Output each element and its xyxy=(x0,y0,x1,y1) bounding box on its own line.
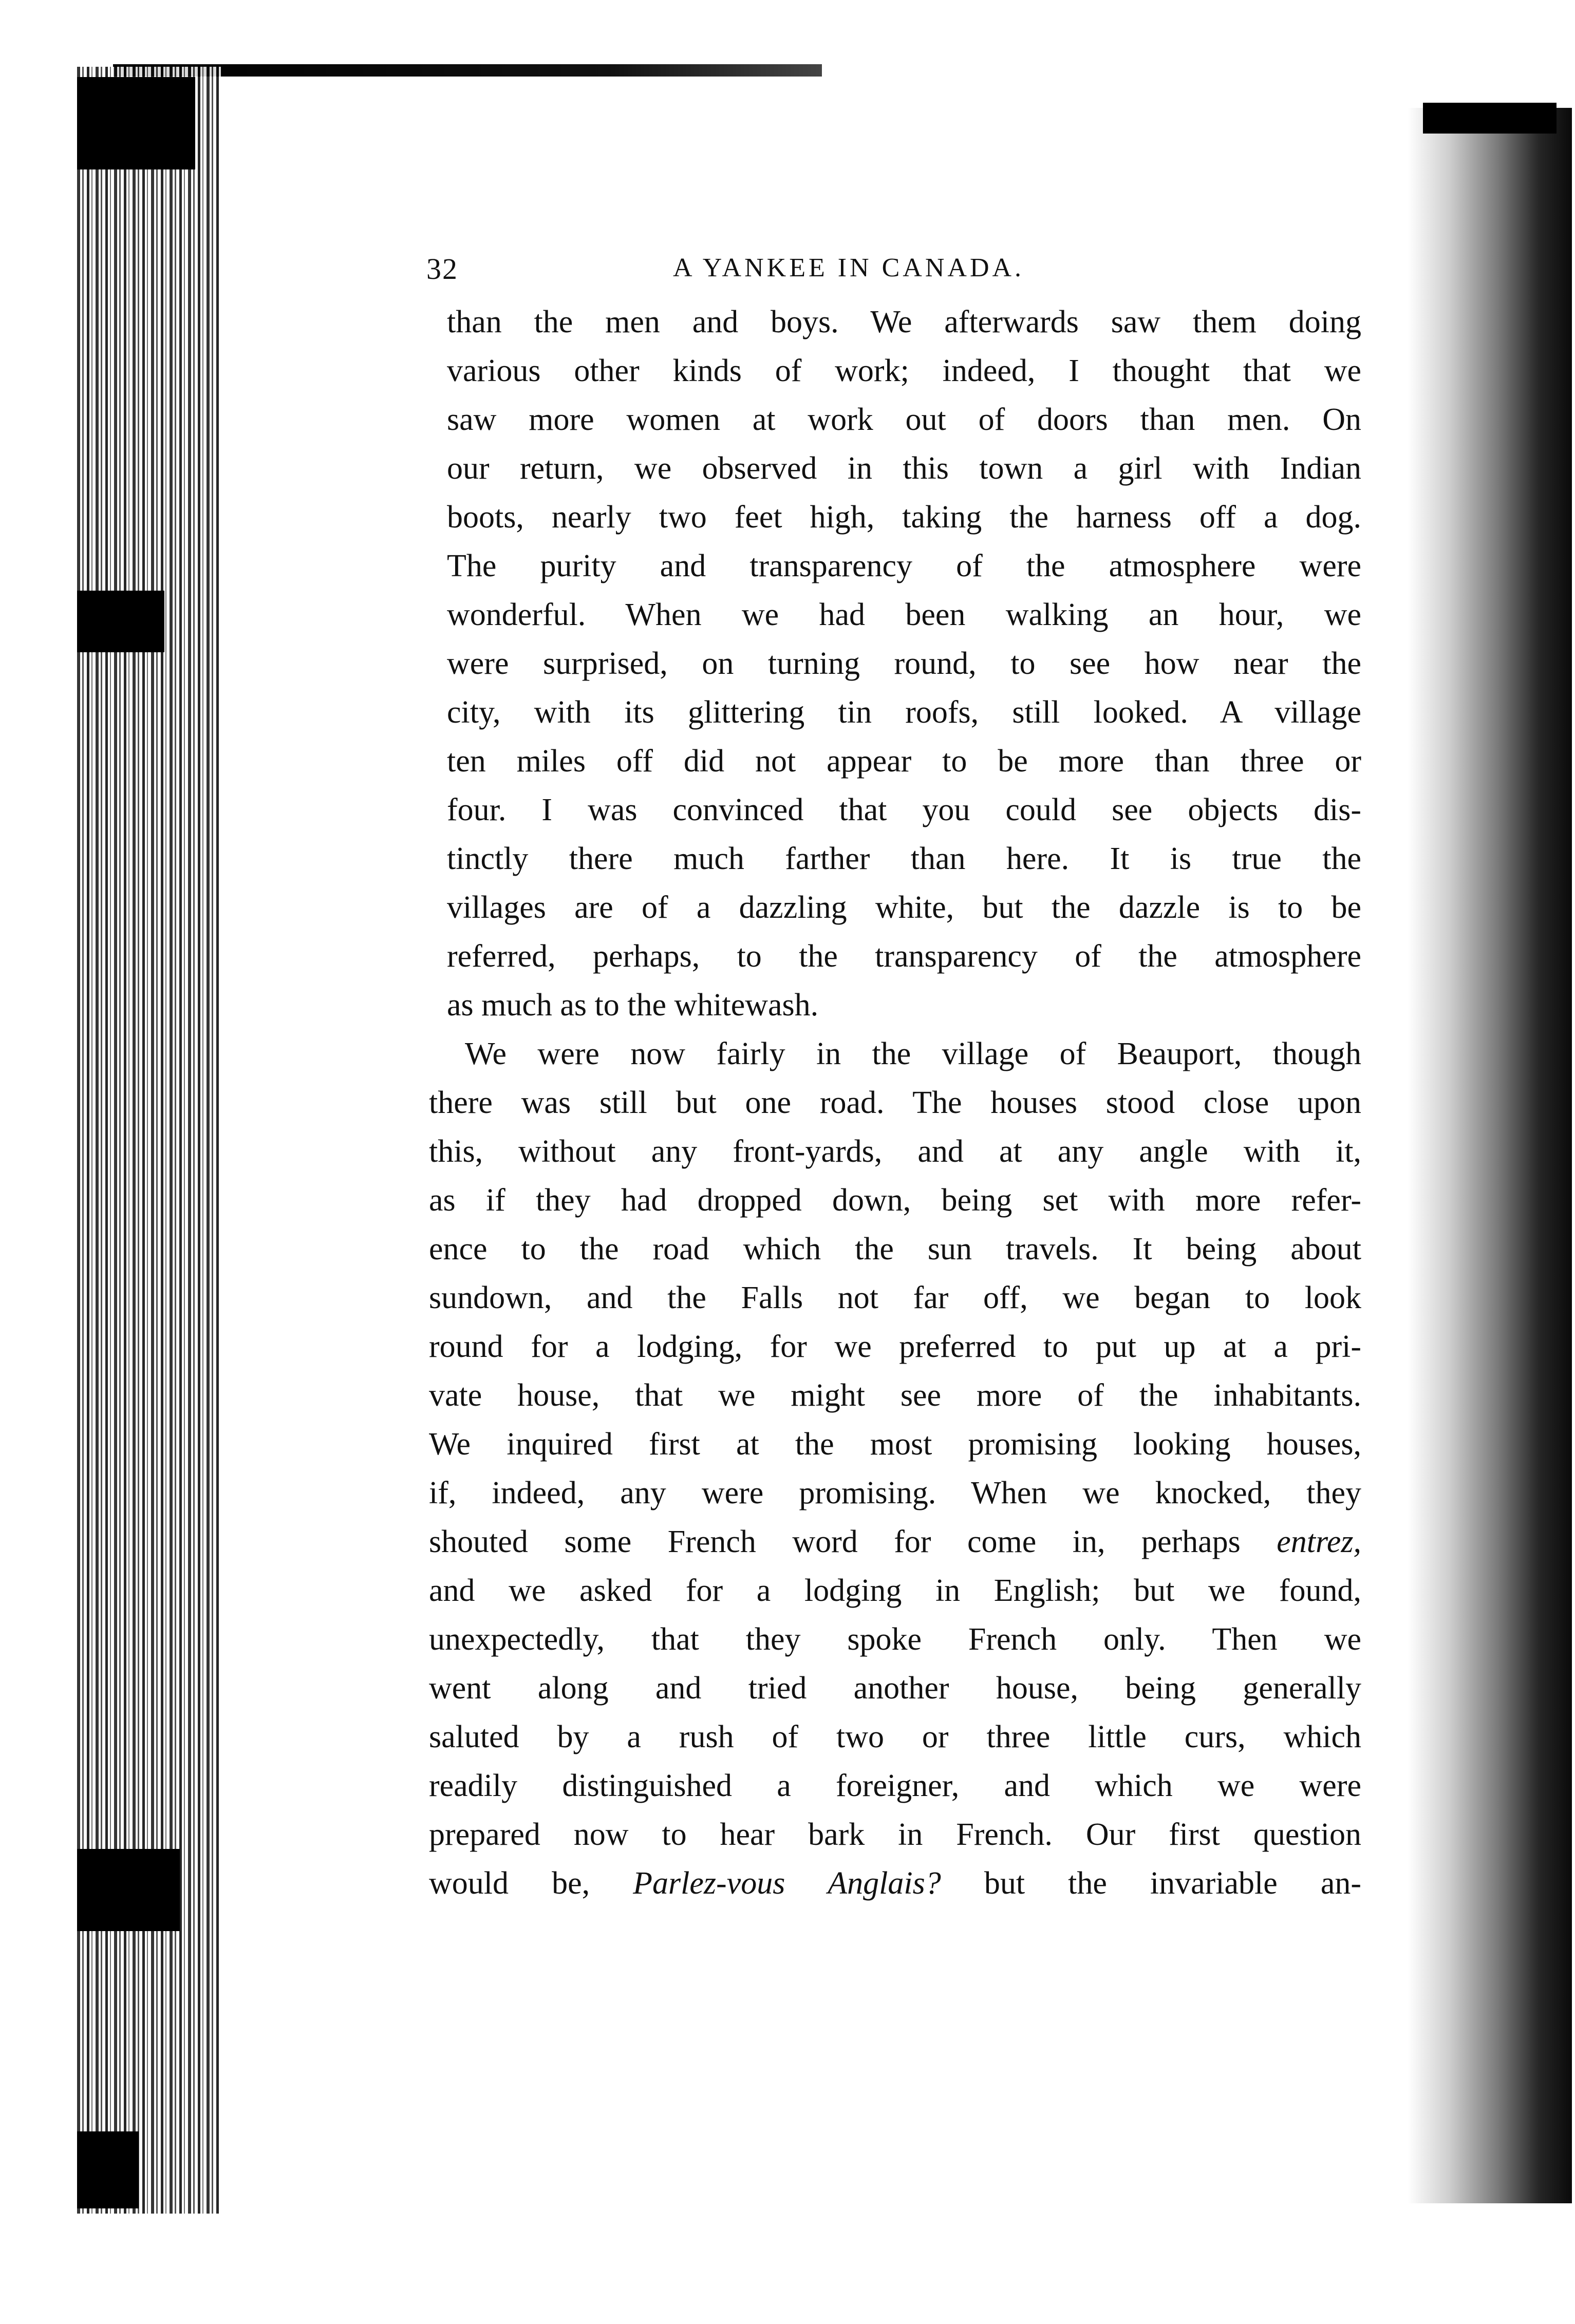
scan-edge-right-top xyxy=(1423,103,1557,134)
running-head xyxy=(421,241,1361,298)
text-line: The purity and transparency of the atmosphere were xyxy=(447,549,1361,583)
text-line: saw more women at work out of doors than men. On xyxy=(447,402,1361,437)
text-line: readily distinguished a foreigner, and which we were xyxy=(429,1768,1361,1803)
text-line: saluted by a rush of two or three little curs, which xyxy=(429,1720,1361,1754)
text-line: city, with its glittering tin roofs, still looked. A village xyxy=(447,695,1361,730)
text-line: as if they had dropped down, being set with more refer- xyxy=(429,1183,1361,1218)
paragraph-1 xyxy=(447,298,1361,1030)
book-page xyxy=(421,241,1361,1908)
scan-edge-right xyxy=(1408,108,1572,2203)
scan-edge-left-block xyxy=(77,1849,180,1931)
text-line: wonderful. When we had been walking an hour, we xyxy=(447,597,1361,632)
page-number: 32 xyxy=(426,252,458,286)
text-line: We inquired first at the most promising looking houses, xyxy=(429,1427,1361,1462)
text-line: vate house, that we might see more of the inhabitants. xyxy=(429,1378,1361,1413)
scan-edge-left-block xyxy=(77,77,195,169)
text-line: boots, nearly two feet high, taking the harness off a dog. xyxy=(447,500,1361,535)
text-line: prepared now to hear bark in French. Our first question xyxy=(429,1817,1361,1852)
text-line: went along and tried another house, being generally xyxy=(429,1671,1361,1706)
italic-phrase: Parlez-vous Anglais? xyxy=(633,1866,941,1901)
text-line: there was still but one road. The houses stood close upon xyxy=(429,1085,1361,1120)
text-line: were surprised, on turning round, to see how near the xyxy=(447,646,1361,681)
text-line: referred, perhaps, to the transparency of the atmosphere xyxy=(447,939,1361,974)
text-line: if, indeed, any were promising. When we knocked, they xyxy=(429,1476,1361,1510)
scan-edge-left-block xyxy=(77,591,164,652)
text-line: We were now fairly in the village of Beauport, though xyxy=(465,1036,1361,1071)
text-line: than the men and boys. We afterwards saw them doing xyxy=(447,305,1361,339)
text-line: sundown, and the Falls not far off, we began to look xyxy=(429,1280,1361,1315)
paragraph-2 xyxy=(429,1030,1361,1908)
text-line xyxy=(429,1518,1361,1566)
italic-word: entrez, xyxy=(1277,1524,1361,1559)
text-segment: but the invariable an- xyxy=(984,1866,1362,1901)
text-line xyxy=(429,1859,1361,1908)
text-line: tinctly there much farther than here. It is true the xyxy=(447,841,1361,876)
text-line: our return, we observed in this town a girl with Indian xyxy=(447,451,1361,486)
text-line: this, without any front-yards, and at any angle with it, xyxy=(429,1134,1361,1169)
text-segment: shouted some French word for come in, perhaps xyxy=(429,1524,1241,1559)
text-line: unexpectedly, that they spoke French only. Then we xyxy=(429,1622,1361,1657)
text-line: various other kinds of work; indeed, I thought that we xyxy=(447,353,1361,388)
running-title: A YANKEE IN CANADA. xyxy=(673,253,1025,282)
text-line: four. I was convinced that you could see objects dis- xyxy=(447,792,1361,827)
text-line: and we asked for a lodging in English; but we found, xyxy=(429,1573,1361,1608)
text-line: as much as to the whitewash. xyxy=(447,988,819,1023)
text-line: round for a lodging, for we preferred to put up at a pri- xyxy=(429,1329,1361,1364)
text-line: ten miles off did not appear to be more than three or xyxy=(447,744,1361,779)
text-line: villages are of a dazzling white, but the dazzle is to be xyxy=(447,890,1361,925)
text-line: ence to the road which the sun travels. It being about xyxy=(429,1232,1361,1267)
scan-edge-left-block xyxy=(77,2131,139,2208)
text-segment: would be, xyxy=(429,1866,590,1901)
